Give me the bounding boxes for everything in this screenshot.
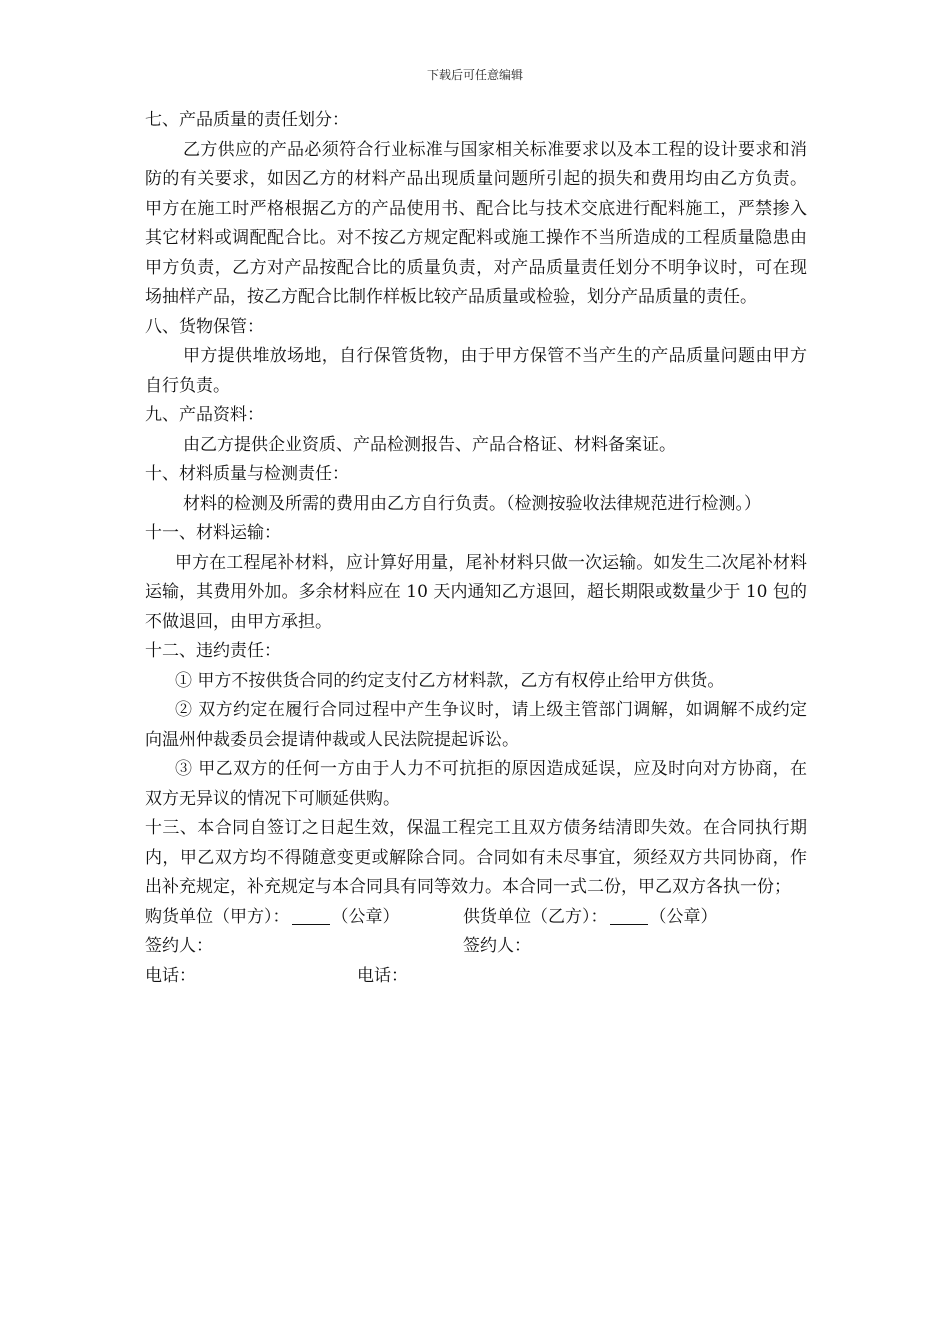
section-10-body: 材料的检测及所需的费用由乙方自行负责。（检测按验收法律规范进行检测。） [183,493,761,514]
phone-left: 电话： [145,965,196,986]
section-10-title: 十、材料质量与检测责任： [145,464,349,484]
seller-seal: （公章） [649,906,718,927]
signer-right: 签约人： [463,936,531,956]
signature-unit-row [145,903,807,933]
section-12-item-3: ③ 甲乙双方的任何一方由于人力不可抗拒的原因造成延误，应及时向对方协商，在双方无异议的情况下可顺延供购。 [145,759,807,809]
section-7-body: 乙方供应的产品必须符合行业标准与国家相关标准要求以及本工程的设计要求和消防的有关要求，如因乙方的材料产品出现质量问题所引起的损失和费用均由乙方负责。甲方在施工时严格根据乙方的产品使用书、配合比与技术交底进行配料施工，严禁掺入其它材料或调配配合比。对不按乙方规定配料或施工操作不当所造成的工程质量隐患由甲方负责，乙方对产品按配合比的质量负责，对产品质量责任划分不明争议时，可在现场抽样产品，按乙方配合比制作样板比较产品质量或检验，划分产品质量的责任。 [145,139,807,307]
buyer-blank [292,906,330,925]
page-header: 下载后可任意编辑 [426,68,523,82]
phone-row [145,962,807,992]
seller-blank [610,906,648,925]
buyer-unit [145,903,463,933]
section-11-title: 十一、材料运输： [145,523,281,543]
section-11-body: 甲方在工程尾补材料，应计算好用量，尾补材料只做一次运输。如发生二次尾补材料运输，其费用外加。多余材料应在 10 天内通知乙方退回，超长期限或数量少于 10 包的不做退回，由甲方承担。 [145,552,807,632]
phone-right: 电话： [357,965,408,986]
section-9-title: 九、产品资料： [145,405,264,425]
section-12-title: 十二、违约责任： [145,641,281,661]
seller-label: 供货单位（乙方）： [463,906,608,927]
seller-unit [463,903,718,933]
section-12-item-1: ① 甲方不按供货合同的约定支付乙方材料款，乙方有权停止给甲方供货。 [175,670,725,691]
section-7-title: 七、产品质量的责任划分： [145,110,349,130]
buyer-label: 购货单位（甲方）： [145,906,290,927]
section-9-body: 由乙方提供企业资质、产品检测报告、产品合格证、材料备案证。 [183,434,676,455]
buyer-seal: （公章） [331,906,400,927]
signer-row [145,932,807,962]
section-13-body: 十三、本合同自签订之日起生效，保温工程完工且双方债务结清即失效。在合同执行期内，甲乙双方均不得随意变更或解除合同。合同如有未尽事宜，须经双方共同协商，作出补充规定，补充规定与本合同具有同等效力。本合同一式二份，甲乙双方各执一份； [145,818,807,897]
signer-left: 签约人： [145,936,213,956]
section-8-title: 八、货物保管： [145,316,264,337]
section-8-body: 甲方提供堆放场地，自行保管货物，由于甲方保管不当产生的产品质量问题由甲方自行负责。 [145,346,807,396]
section-12-item-2: ② 双方约定在履行合同过程中产生争议时，请上级主管部门调解，如调解不成约定向温州仲裁委员会提请仲裁或人民法院提起诉讼。 [145,700,807,750]
contract-body [145,106,807,991]
